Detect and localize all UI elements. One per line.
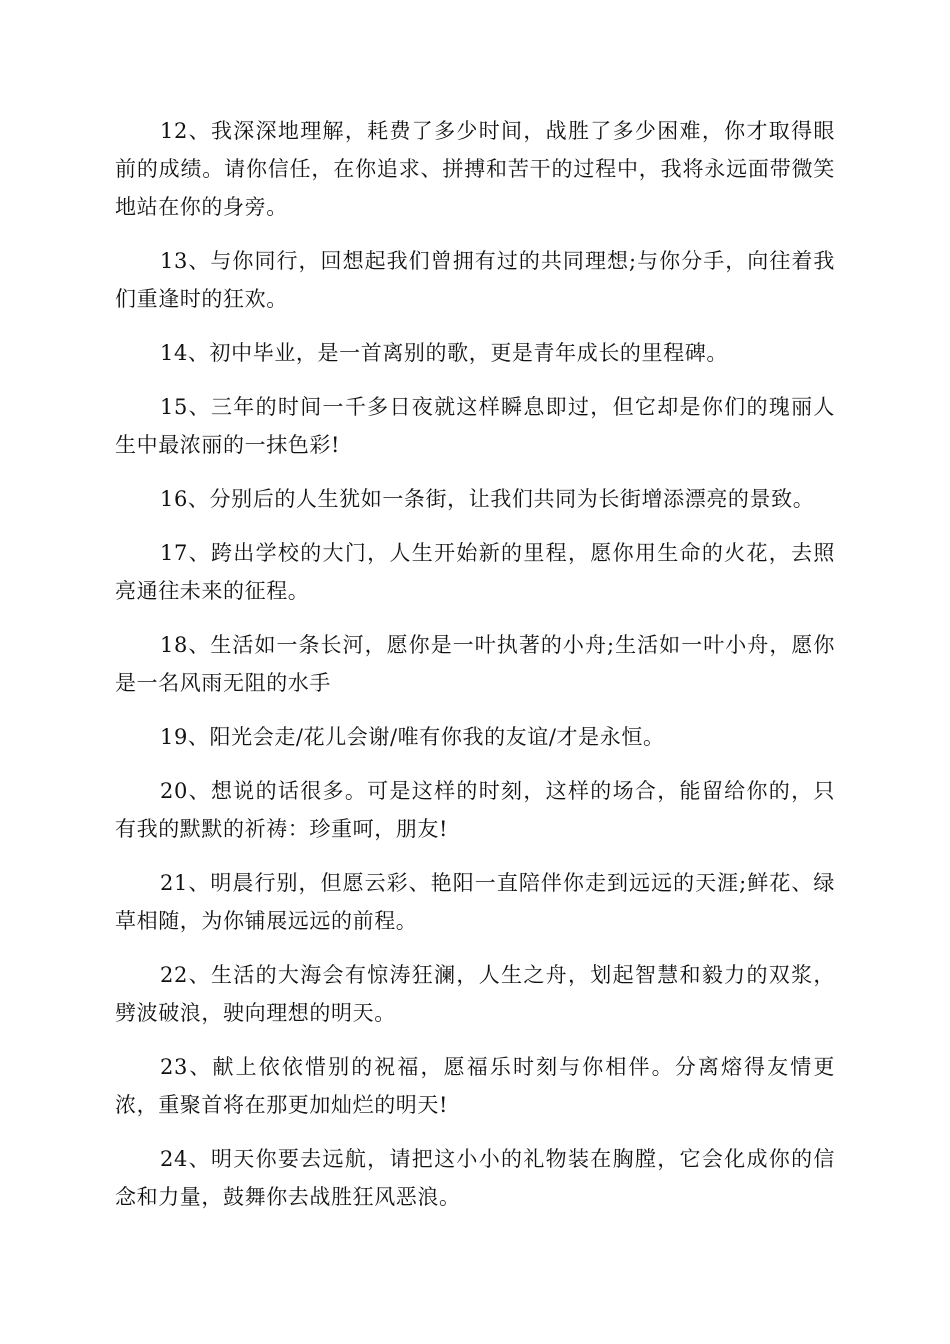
paragraph-22: 22、生活的大海会有惊涛狂澜，人生之舟，划起智慧和毅力的双浆，劈波破浪，驶向理想的明天。 — [115, 963, 835, 1025]
paragraph-14: 14、初中毕业，是一首离别的歌，更是青年成长的里程碑。 — [160, 341, 728, 365]
paragraph-23: 23、献上依依惜别的祝福，愿福乐时刻与你相伴。分离熔得友情更浓，重聚首将在那更加灿烂的明天! — [115, 1055, 835, 1117]
paragraph-16: 16、分别后的人生犹如一条街，让我们共同为长街增添漂亮的景致。 — [160, 487, 815, 511]
document-body — [115, 112, 835, 1232]
paragraph-12: 12、我深深地理解，耗费了多少时间，战胜了多少困难，你才取得眼前的成绩。请你信任，在你追求、拼搏和苦干的过程中，我将永远面带微笑地站在你的身旁。 — [115, 119, 835, 219]
paragraph-21: 21、明晨行别，但愿云彩、艳阳一直陪伴你走到远远的天涯;鲜花、绿草相随，为你铺展远远的前程。 — [115, 871, 835, 933]
paragraph-17: 17、跨出学校的大门，人生开始新的里程，愿你用生命的火花，去照亮通往未来的征程。 — [115, 541, 835, 603]
paragraph-18: 18、生活如一条长河，愿你是一叶执著的小舟;生活如一叶小舟，愿你是一名风雨无阻的水手 — [115, 633, 835, 695]
paragraph-15: 15、三年的时间一千多日夜就这样瞬息即过，但它却是你们的瑰丽人生中最浓丽的一抹色彩! — [115, 395, 835, 457]
paragraph-19: 19、阳光会走/花儿会谢/唯有你我的友谊/才是永恒。 — [160, 725, 665, 749]
paragraph-20: 20、想说的话很多。可是这样的时刻，这样的场合，能留给你的，只有我的默默的祈祷：珍重呵，朋友! — [115, 779, 835, 841]
paragraph-24: 24、明天你要去远航，请把这小小的礼物装在胸膛，它会化成你的信念和力量，鼓舞你去战胜狂风恶浪。 — [115, 1147, 835, 1209]
paragraph-13: 13、与你同行，回想起我们曾拥有过的共同理想;与你分手，向往着我们重逢时的狂欢。 — [115, 249, 835, 311]
